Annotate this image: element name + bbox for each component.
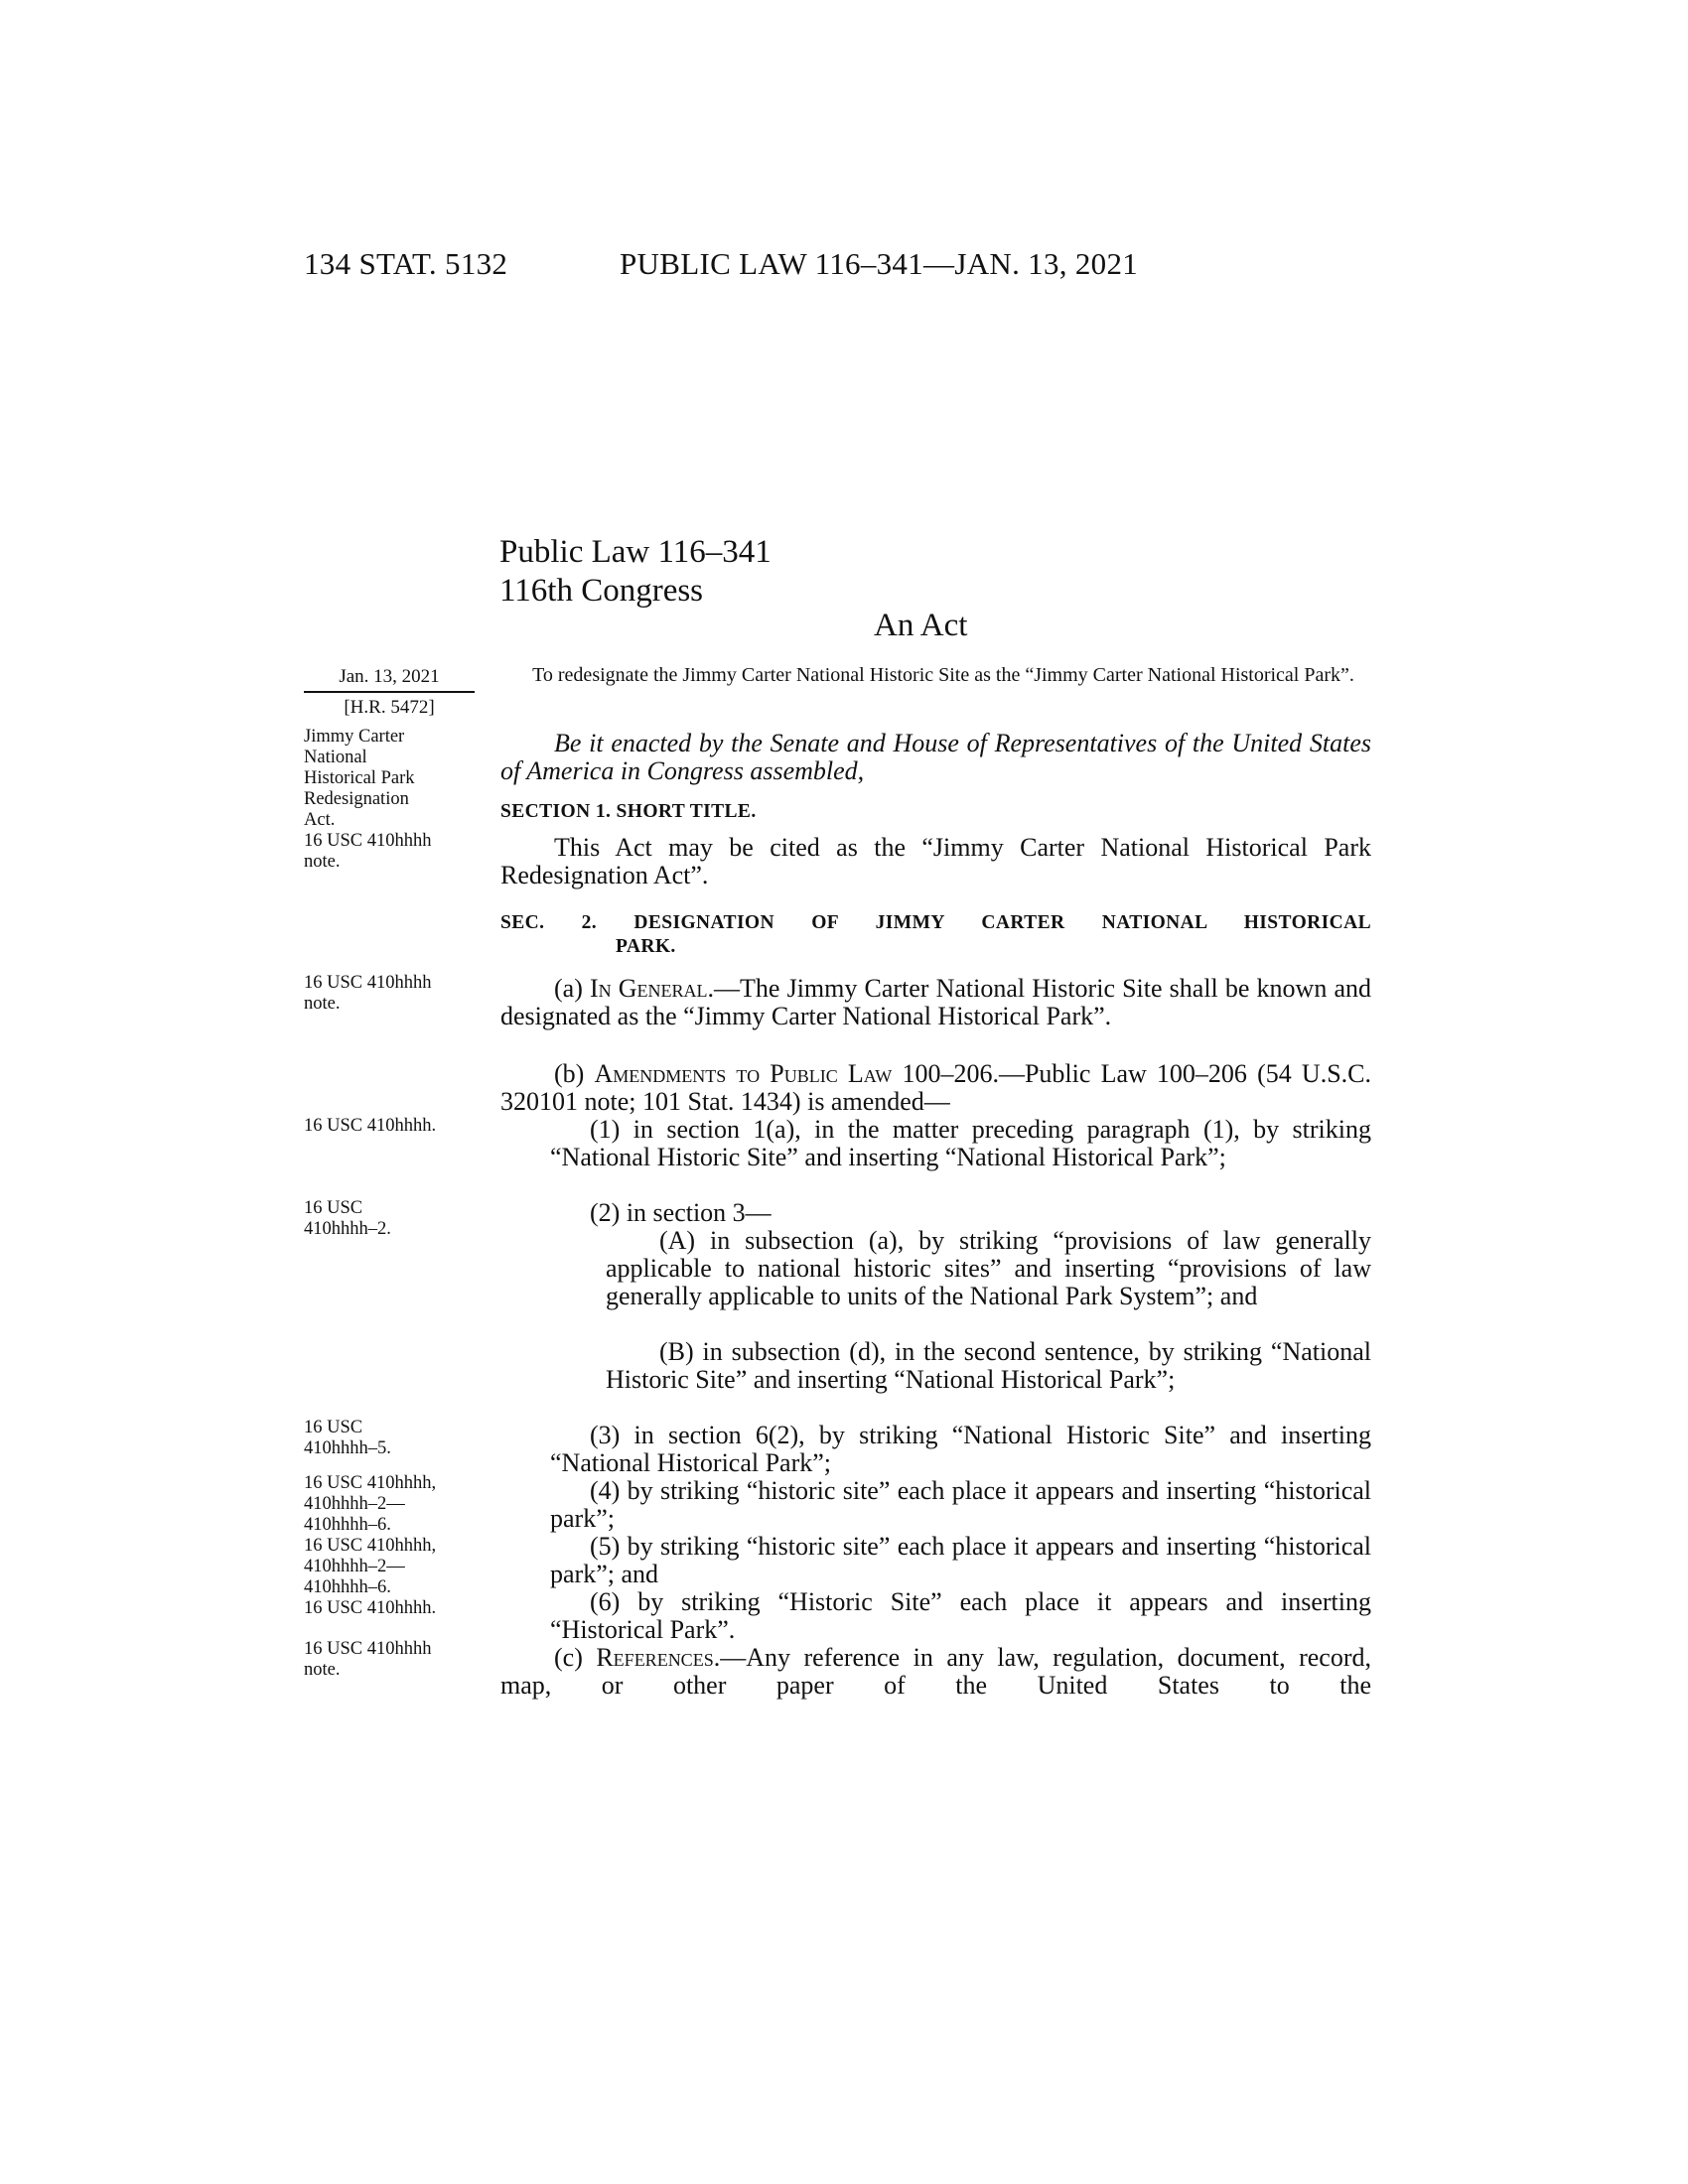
subsection-b: (b) Amendments to Public Law 100–206.—Public Law 100–206 (54 U.S.C. 320101 note; 101 Stat. 1434) is amended— [500,1059,1371,1116]
bill-number: [H.R. 5472] [344,697,435,718]
subsection-a: (a) In General.—The Jimmy Carter National Historic Site shall be known and designated as the “Jimmy Carter National Historical Park”. [500,974,1371,1030]
enactment-date: Jan. 13, 2021 [339,666,440,687]
law-number: Public Law 116–341 [499,534,772,570]
paragraph-b6: (6) by striking “Historic Site” each place it appears and inserting “Historical Park”. [550,1587,1371,1644]
act-purpose: To redesignate the Jimmy Carter National Historic Site as the “Jimmy Carter National Historical Park”. [532,664,1354,686]
section-2-heading-line2: PARK. [616,936,676,957]
paragraph-b2: (2) in section 3— [590,1198,772,1227]
section-1-body: This Act may be cited as the “Jimmy Carter National Historical Park Redesignation Act”. [500,833,1371,889]
margin-note-b6: 16 USC 410hhhh. [304,1598,437,1618]
margin-note-b5: 16 USC 410hhhh, 410hhhh–2— 410hhhh–6. [304,1536,437,1597]
paragraph-b3: (3) in section 6(2), by striking “National Historic Site” and inserting “National Historical Park”; [550,1421,1371,1477]
subsection-c: (c) References.—Any reference in any law, regulation, document, record, map, or other paper of the United States to the [500,1643,1371,1700]
section-2-heading-line1: SEC. 2. DESIGNATION OF JIMMY CARTER NATIONAL HISTORICAL [500,912,1371,933]
margin-note-sec2a: 16 USC 410hhhh note. [304,973,432,1014]
margin-note-c: 16 USC 410hhhh note. [304,1639,432,1680]
paragraph-b2B: (B) in subsection (d), in the second sentence, by striking “National Historic Site” and inserting “National Historical Park”; [606,1337,1371,1394]
section-1-heading: SECTION 1. SHORT TITLE. [500,801,757,822]
paragraph-b2A: (A) in subsection (a), by striking “provisions of law generally applicable to national historic sites” and inserting “provisions of law generally applicable to units of the National Park System”; and [606,1226,1371,1310]
subsection-b-heading: Amendments to Public Law 100–206 [594,1059,993,1088]
running-header-title: PUBLIC LAW 116–341—JAN. 13, 2021 [620,246,1139,281]
margin-note-b4: 16 USC 410hhhh, 410hhhh–2— 410hhhh–6. [304,1473,437,1535]
date-rule [304,691,475,693]
enacting-clause: Be it enacted by the Senate and House of Representatives of the United States of America in Congress assembled, [500,729,1371,785]
paragraph-b5: (5) by striking “historic site” each place it appears and inserting “historical park”; and [550,1532,1371,1588]
margin-note-short-title: Jimmy Carter National Historical Park Redesignation Act. 16 USC 410hhhh note. [304,727,432,872]
page-reference: 134 STAT. 5132 [304,246,508,281]
margin-note-b1: 16 USC 410hhhh. [304,1116,437,1136]
margin-note-b2: 16 USC 410hhhh–2. [304,1198,391,1239]
subsection-c-heading: References [596,1643,714,1672]
act-type: An Act [874,608,968,643]
margin-note-b3: 16 USC 410hhhh–5. [304,1418,391,1458]
subsection-a-heading: In General [589,974,708,1003]
congress: 116th Congress [499,573,704,609]
paragraph-b1: (1) in section 1(a), in the matter preceding paragraph (1), by striking “National Historic Site” and inserting “National Historical Park”; [550,1115,1371,1171]
paragraph-b4: (4) by striking “historic site” each place it appears and inserting “historical park”; [550,1476,1371,1533]
